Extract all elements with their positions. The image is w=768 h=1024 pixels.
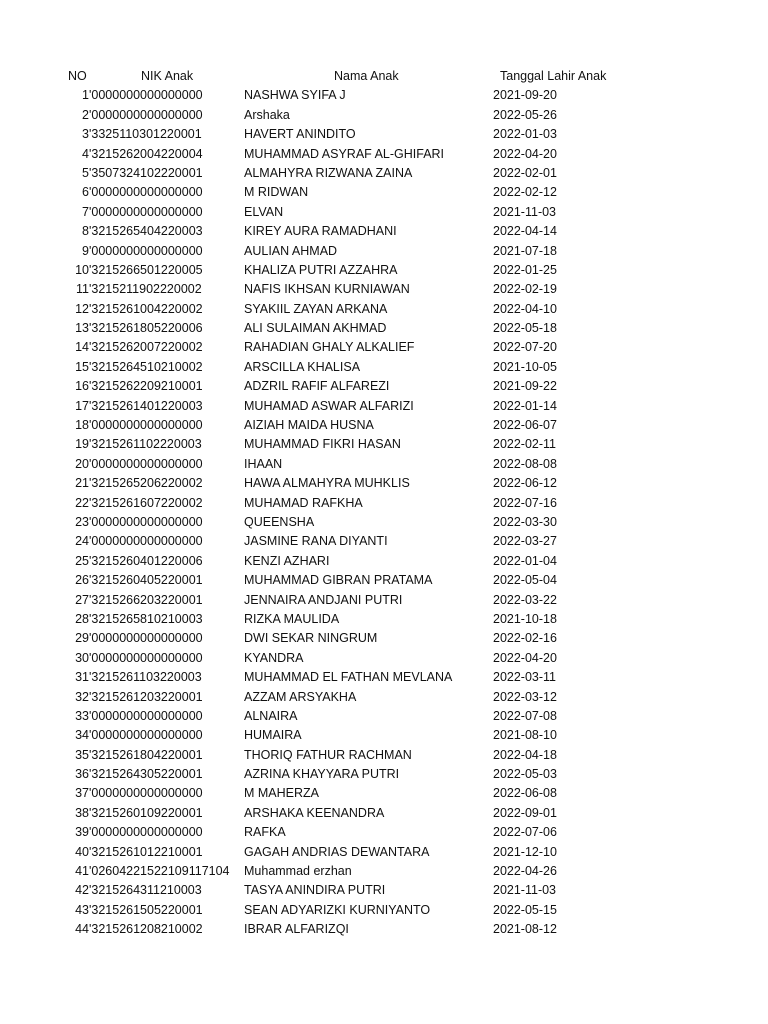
name-cell: KENZI AZHARI [244, 553, 330, 568]
nik-cell: '0000000000000000 [89, 708, 203, 723]
nik-cell: '3215266501220005 [89, 262, 203, 277]
row-number: 38 [75, 805, 89, 820]
table-row [0, 881, 768, 900]
nik-cell: '0000000000000000 [89, 243, 203, 258]
table-row [0, 513, 768, 532]
name-cell: ALNAIRA [244, 708, 298, 723]
birth-date-cell: 2022-01-04 [493, 553, 557, 568]
birth-date-cell: 2022-03-22 [493, 592, 557, 607]
row-number: 2 [82, 107, 89, 122]
name-cell: MUHAMAD RAFKHA [244, 495, 363, 510]
row-number: 34 [75, 728, 89, 743]
name-cell: TASYA ANINDIRA PUTRI [244, 883, 386, 898]
table-row [0, 571, 768, 590]
name-cell: M MAHERZA [244, 786, 319, 801]
nik-cell: '3215264510210002 [89, 359, 203, 374]
table-row [0, 823, 768, 842]
row-number: 23 [75, 514, 89, 529]
name-cell: ADZRIL RAFIF ALFAREZI [244, 379, 390, 394]
table-row [0, 338, 768, 357]
nik-cell: '3215261505220001 [89, 902, 203, 917]
nik-cell: '3215261004220002 [89, 301, 203, 316]
table-row [0, 203, 768, 222]
table-row [0, 552, 768, 571]
table-row [0, 319, 768, 338]
birth-date-cell: 2022-04-10 [493, 301, 557, 316]
birth-date-cell: 2022-04-20 [493, 650, 557, 665]
birth-date-cell: 2021-10-05 [493, 359, 557, 374]
nik-cell: '3215260401220006 [89, 553, 203, 568]
nik-cell: '3215261102220003 [89, 437, 202, 452]
table-row [0, 106, 768, 125]
name-cell: KYANDRA [244, 650, 304, 665]
table-row [0, 300, 768, 319]
table-row [0, 358, 768, 377]
row-number: 37 [75, 786, 89, 801]
row-number: 26 [75, 573, 89, 588]
table-row [0, 474, 768, 493]
name-cell: AULIAN AHMAD [244, 243, 338, 258]
nik-cell: '3215260405220001 [89, 573, 203, 588]
nik-cell: '3215265206220002 [89, 476, 203, 491]
birth-date-cell: 2022-04-18 [493, 747, 557, 762]
table-row [0, 629, 768, 648]
row-number: 19 [75, 437, 89, 452]
row-number: 17 [75, 398, 89, 413]
nik-cell: '3215261208210002 [89, 922, 203, 937]
row-number: 1 [82, 88, 89, 103]
row-number: 3 [82, 127, 89, 142]
nik-cell: '0000000000000000 [89, 728, 203, 743]
name-cell: IHAAN [244, 456, 283, 471]
name-cell: NAFIS IKHSAN KURNIAWAN [244, 282, 410, 297]
birth-date-cell: 2022-02-16 [493, 631, 557, 646]
row-number: 6 [82, 185, 89, 200]
table-row [0, 668, 768, 687]
nik-cell: '0000000000000000 [89, 456, 203, 471]
name-cell: Arshaka [244, 107, 290, 122]
name-cell: SEAN ADYARIZKI KURNIYANTO [244, 902, 431, 917]
nik-cell: '3215261103220003 [89, 670, 202, 685]
nik-cell: '3215260109220001 [89, 805, 203, 820]
birth-date-cell: 2022-03-12 [493, 689, 557, 704]
table-row [0, 765, 768, 784]
name-cell: IBRAR ALFARIZQI [244, 922, 349, 937]
name-cell: RIZKA MAULIDA [244, 611, 340, 626]
nik-cell: '3215266203220001 [89, 592, 203, 607]
nik-cell: '3215262209210001 [89, 379, 203, 394]
header-no: NO [68, 69, 87, 83]
name-cell: M RIDWAN [244, 185, 309, 200]
name-cell: MUHAMAD ASWAR ALFARIZI [244, 398, 414, 413]
birth-date-cell: 2022-02-12 [493, 185, 557, 200]
birth-date-cell: 2021-11-03 [493, 204, 557, 219]
birth-date-cell: 2022-06-07 [493, 418, 557, 433]
birth-date-cell: 2022-05-26 [493, 107, 557, 122]
nik-cell: '02604221522109117104 [89, 864, 230, 879]
row-number: 35 [75, 747, 89, 762]
birth-date-cell: 2022-07-08 [493, 708, 557, 723]
birth-date-cell: 2022-03-11 [493, 670, 557, 685]
row-number: 29 [75, 631, 89, 646]
name-cell: Muhammad erzhan [244, 864, 352, 879]
birth-date-cell: 2022-02-19 [493, 282, 557, 297]
spreadsheet-table [0, 67, 768, 940]
row-number: 4 [82, 146, 89, 161]
name-cell: DWI SEKAR NINGRUM [244, 631, 378, 646]
table-row [0, 183, 768, 202]
birth-date-cell: 2022-01-14 [493, 398, 557, 413]
birth-date-cell: 2022-04-14 [493, 224, 557, 239]
nik-cell: '0000000000000000 [89, 185, 203, 200]
row-number: 44 [75, 922, 89, 937]
nik-cell: '0000000000000000 [89, 650, 203, 665]
birth-date-cell: 2021-10-18 [493, 611, 557, 626]
name-cell: ELVAN [244, 204, 284, 219]
nik-cell: '0000000000000000 [89, 534, 203, 549]
table-row [0, 494, 768, 513]
row-number: 12 [75, 301, 89, 316]
nik-cell: '3215265810210003 [89, 611, 203, 626]
name-cell: KHALIZA PUTRI AZZAHRA [244, 262, 398, 277]
nik-cell: '0000000000000000 [89, 514, 203, 529]
nik-cell: '3215211902220002 [89, 282, 202, 297]
row-number: 27 [75, 592, 89, 607]
row-number: 18 [75, 418, 89, 433]
birth-date-cell: 2022-04-26 [493, 864, 557, 879]
nik-cell: '3215262007220002 [89, 340, 203, 355]
nik-cell: '0000000000000000 [89, 88, 203, 103]
birth-date-cell: 2022-04-20 [493, 146, 557, 161]
row-number: 32 [75, 689, 89, 704]
nik-cell: '0000000000000000 [89, 825, 203, 840]
table-row [0, 397, 768, 416]
name-cell: AZRINA KHAYYARA PUTRI [244, 767, 400, 782]
birth-date-cell: 2022-03-30 [493, 514, 557, 529]
birth-date-cell: 2022-01-03 [493, 127, 557, 142]
birth-date-cell: 2022-07-20 [493, 340, 557, 355]
birth-date-cell: 2022-06-12 [493, 476, 557, 491]
table-row [0, 862, 768, 881]
birth-date-cell: 2022-02-01 [493, 165, 557, 180]
table-row [0, 455, 768, 474]
name-cell: QUEENSHA [244, 514, 315, 529]
name-cell: ALI SULAIMAN AKHMAD [244, 321, 387, 336]
name-cell: GAGAH ANDRIAS DEWANTARA [244, 844, 430, 859]
name-cell: JASMINE RANA DIYANTI [244, 534, 388, 549]
table-row [0, 280, 768, 299]
table-row [0, 591, 768, 610]
row-number: 28 [75, 611, 89, 626]
birth-date-cell: 2022-01-25 [493, 262, 557, 277]
table-row [0, 145, 768, 164]
nik-cell: '3325110301220001 [89, 127, 202, 142]
table-row [0, 843, 768, 862]
nik-cell: '3507324102220001 [89, 165, 203, 180]
name-cell: MUHAMMAD FIKRI HASAN [244, 437, 401, 452]
row-number: 41 [75, 864, 89, 879]
table-row [0, 804, 768, 823]
nik-cell: '3215264305220001 [89, 767, 203, 782]
birth-date-cell: 2021-09-20 [493, 88, 557, 103]
row-number: 16 [75, 379, 89, 394]
name-cell: ALMAHYRA RIZWANA ZAINA [244, 165, 413, 180]
row-number: 40 [75, 844, 89, 859]
birth-date-cell: 2022-05-03 [493, 767, 557, 782]
name-cell: KIREY AURA RAMADHANI [244, 224, 397, 239]
row-number: 20 [75, 456, 89, 471]
table-row [0, 416, 768, 435]
table-row [0, 435, 768, 454]
birth-date-cell: 2022-07-16 [493, 495, 557, 510]
table-row [0, 377, 768, 396]
table-row [0, 920, 768, 939]
nik-cell: '0000000000000000 [89, 107, 203, 122]
row-number: 7 [82, 204, 89, 219]
birth-date-cell: 2022-07-06 [493, 825, 557, 840]
name-cell: NASHWA SYIFA J [244, 88, 346, 103]
birth-date-cell: 2022-05-15 [493, 902, 557, 917]
row-number: 33 [75, 708, 89, 723]
name-cell: RAFKA [244, 825, 286, 840]
row-number: 42 [75, 883, 89, 898]
table-row [0, 222, 768, 241]
table-body [0, 86, 768, 939]
row-number: 36 [75, 767, 89, 782]
name-cell: HAVERT ANINDITO [244, 127, 356, 142]
name-cell: ARSHAKA KEENANDRA [244, 805, 385, 820]
name-cell: AIZIAH MAIDA HUSNA [244, 418, 374, 433]
table-row [0, 726, 768, 745]
table-row [0, 125, 768, 144]
row-number: 13 [75, 321, 89, 336]
table-row [0, 610, 768, 629]
name-cell: RAHADIAN GHALY ALKALIEF [244, 340, 415, 355]
birth-date-cell: 2022-05-04 [493, 573, 557, 588]
nik-cell: '0000000000000000 [89, 204, 203, 219]
nik-cell: '3215265404220003 [89, 224, 203, 239]
row-number: 30 [75, 650, 89, 665]
row-number: 25 [75, 553, 89, 568]
table-row [0, 242, 768, 261]
nik-cell: '3215261804220001 [89, 747, 203, 762]
name-cell: JENNAIRA ANDJANI PUTRI [244, 592, 403, 607]
name-cell: ARSCILLA KHALISA [244, 359, 361, 374]
table-row [0, 688, 768, 707]
birth-date-cell: 2022-09-01 [493, 805, 557, 820]
nik-cell: '3215264311210003 [89, 883, 202, 898]
name-cell: SYAKIIL ZAYAN ARKANA [244, 301, 388, 316]
row-number: 8 [82, 224, 89, 239]
nik-cell: '3215261012210001 [89, 844, 203, 859]
name-cell: MUHAMMAD ASYRAF AL-GHIFARI [244, 146, 445, 161]
nik-cell: '3215261607220002 [89, 495, 203, 510]
row-number: 24 [75, 534, 89, 549]
nik-cell: '3215262004220004 [89, 146, 203, 161]
table-row [0, 86, 768, 105]
table-row [0, 784, 768, 803]
table-row [0, 532, 768, 551]
name-cell: HAWA ALMAHYRA MUHKLIS [244, 476, 410, 491]
row-number: 14 [75, 340, 89, 355]
name-cell: HUMAIRA [244, 728, 302, 743]
nik-cell: '3215261203220001 [89, 689, 203, 704]
nik-cell: '0000000000000000 [89, 786, 203, 801]
row-number: 15 [75, 359, 89, 374]
nik-cell: '3215261805220006 [89, 321, 203, 336]
table-row [0, 261, 768, 280]
table-row [0, 649, 768, 668]
row-number: 9 [82, 243, 89, 258]
header-nik: NIK Anak [141, 69, 194, 83]
row-number: 21 [75, 476, 89, 491]
row-number: 22 [75, 495, 89, 510]
row-number: 43 [75, 902, 89, 917]
name-cell: MUHAMMAD GIBRAN PRATAMA [244, 573, 433, 588]
birth-date-cell: 2021-08-12 [493, 922, 557, 937]
birth-date-cell: 2021-12-10 [493, 844, 557, 859]
row-number: 31 [75, 670, 89, 685]
birth-date-cell: 2022-08-08 [493, 456, 557, 471]
table-row [0, 746, 768, 765]
birth-date-cell: 2022-03-27 [493, 534, 557, 549]
birth-date-cell: 2021-07-18 [493, 243, 557, 258]
birth-date-cell: 2022-05-18 [493, 321, 557, 336]
nik-cell: '0000000000000000 [89, 631, 203, 646]
name-cell: AZZAM ARSYAKHA [244, 689, 357, 704]
name-cell: MUHAMMAD EL FATHAN MEVLANA [244, 670, 453, 685]
header-row [0, 67, 768, 86]
row-number: 11 [76, 282, 89, 297]
table-row [0, 164, 768, 183]
name-cell: THORIQ FATHUR RACHMAN [244, 747, 412, 762]
birth-date-cell: 2021-08-10 [493, 728, 557, 743]
row-number: 5 [82, 165, 89, 180]
row-number: 10 [75, 262, 89, 277]
header-tanggal-lahir: Tanggal Lahir Anak [500, 69, 607, 83]
birth-date-cell: 2021-11-03 [493, 883, 557, 898]
table-row [0, 901, 768, 920]
nik-cell: '0000000000000000 [89, 418, 203, 433]
row-number: 39 [75, 825, 89, 840]
table-row [0, 707, 768, 726]
header-nama: Nama Anak [334, 69, 399, 83]
birth-date-cell: 2021-09-22 [493, 379, 557, 394]
birth-date-cell: 2022-02-11 [493, 437, 557, 452]
birth-date-cell: 2022-06-08 [493, 786, 557, 801]
nik-cell: '3215261401220003 [89, 398, 203, 413]
